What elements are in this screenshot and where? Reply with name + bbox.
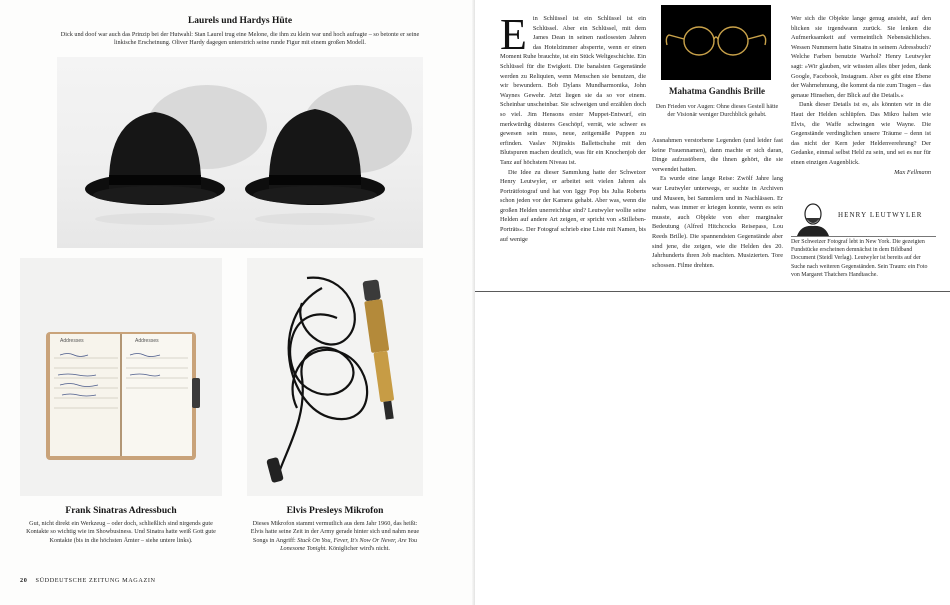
- microphone-caption-end: Königlicher wird's nicht.: [328, 544, 390, 552]
- article-column-3: [791, 14, 931, 177]
- book-header-left: Addresses: [60, 338, 84, 344]
- addressbook-title: Frank Sinatras Adressbuch: [65, 506, 177, 516]
- article-paragraph: Dank dieser Details ist es, als könnten wir in die Haut der Helden schlüpfen. Das Mikro halten wie Elvis, die Waffe schwingen wie Wayne. Die Gegenstände verdinglichen unsere Träume – denn ist das nicht der Kern jeder Heldenverehrung? Der Gedanke, einmal selbst Held zu sein, und sei es nur für einen einzigen Augenblick.: [791, 101, 931, 166]
- portrait-drawing: [793, 200, 833, 236]
- dropcap: E: [500, 10, 527, 59]
- author-portrait: [793, 200, 833, 236]
- article-column-2: [652, 136, 783, 270]
- article-paragraph: Wer sich die Objekte lange genug ansieht, auf den blicken sie irgendwann zurück. Sie lenken die Aufmerksamkeit auf vermeintlich Nebensächliches. Wessen Nummern hatte Sinatra in seinem Adressbuch? Welche Farben benutzte Warhol? Henry Leutwyler sagt: »Wir glauben, wir wüssten alles über jeden, dank Google, Facebook, Instagram. Aber es gibt eine Ebene der Wahrnehmung, die kommt da nie zum Tragen – das genaue Hinsehen, der Blick auf die Details.«: [791, 15, 931, 99]
- article-paragraph: Die Idee zu dieser Sammlung hatte der Schweizer Henry Leutwyler, er arbeitet seit vielen Jahren als Porträtfotograf und hat von Iggy Pop bis Julia Roberts schon jeden vor der Kamera gehabt. Aber was, wenn die großen Helden unerreichbar sind? Leutwyler wollte seine Helden auf andere Art zeigen, er spricht von »Stilleben-Porträts«. Der Fotograf schrieb eine Liste mit Namen, bis auf wenige: [500, 168, 646, 243]
- page-number: 20: [20, 577, 28, 584]
- glasses-image: [661, 5, 771, 80]
- microphone-title: Elvis Presleys Mikrofon: [286, 506, 384, 516]
- article-end-rule: [475, 291, 950, 292]
- page-footer: [20, 577, 156, 584]
- microphone-caption-text: Dieses Mikrofon stammt vermutlich aus dem Jahr 1960, das heißt: Elvis hatte seine Zeit in der Army gerade hinter sich und nahm neue Songs in Angriff:: [250, 520, 420, 544]
- microphone-caption: [247, 520, 423, 553]
- microphone-photo: [247, 258, 423, 496]
- bowler-hats-image: [57, 57, 423, 248]
- microphone-caption-songs: Stuck On You, Fever, It's Now Or Never, Are You Lonesome Tonight.: [280, 536, 418, 552]
- glasses-title: Mahatma Gandhis Brille: [668, 86, 765, 96]
- author-name: HENRY LEUTWYLER: [838, 211, 923, 219]
- article-column-1: [500, 10, 646, 244]
- addressbook-photo: [20, 258, 222, 496]
- hats-caption: Dick und doof war auch das Prinzip bei der Hutwahl: Stan Laurel trug eine Melone, die ihm zu klein war und hoch aufragte – so betonte er seine linkische Erscheinung. Oliver Hardy dagegen unterstrich seine runde Figur mit einem großen Modell.: [60, 31, 420, 47]
- book-header-right: Addresses: [135, 338, 159, 344]
- bio-rule: [791, 236, 936, 237]
- glasses-photo: [661, 5, 771, 80]
- addressbook-image: [20, 258, 222, 496]
- magazine-name: SÜDDEUTSCHE ZEITUNG MAGAZIN: [35, 577, 156, 584]
- article-paragraph: Es wurde eine lange Reise: Zwölf Jahre lang war Leutwyler unterwegs, er suchte in Archiven und Museen, bei Sammlern und in Nachlässen. Er nahm, was immer er kriegen konnte, wenn es sein musste, auch Objekte von eher marginaler Bedeutung (Alfred Hitchcocks Reisepass, Lou Reeds Brille). Die spannendsten Gegenstände aber sind jene, die zeigen, wie die Helden des 20. Jahrhunderts ihren Job machten. Musizierten. Tore schossen. Filme drehten.: [652, 175, 783, 269]
- article-paragraph: in Schlüssel ist ein Schlüssel ist ein Schlüssel. Aber ein Schlüssel, mit dem James Dean in seinen rastlosesten Jahren das Hotelzimmer absperrte, wenn er einen Moment Ruhe brauchte, ist ein Stück Weltgeschichte. Ein Schlüssel für die Ewigkeit. Die banalsten Gegenstände werden zu Reliquien, wenn Menschen sie benutzen, die wir bewundern. Bob Dylans Mundharmonika, John Waynes Gewehr. Jetzt liegen sie da so vor einem. Scheinbar unscheinbar. Sie schweigen und erzählen doch so viel. Jim Hensons erster Muppet-Entwurf, ein merkwürdig düsteres Geschöpf, verrät, wie schwer es gewesen sein muss, neue, zeitgemäße Puppen zu erfinden. Vaslav Nijinskis Ballettschuhe mit den Blutspuren machen deutlich, was für ein Knochenjob der Tanz auf höchstem Niveau ist.: [500, 15, 646, 166]
- microphone-image: [247, 258, 423, 496]
- addressbook-caption: Gut, nicht direkt ein Werkzeug – oder doch, schließlich sind nirgends gute Kontakte so wichtig wie im Showbusiness. Und Sinatra hatte weiß Gott gute Kontakte (bis in die höchsten Ämter – siehe untere links).: [26, 520, 216, 544]
- author-bio: Der Schweizer Fotograf lebt in New York. Die gezeigten Fundstücke erscheinen demnächst in dem Bildband Document (Steidl Verlag). Leutwyler ist bereits auf der Suche nach weiteren Gegenständen. Sein Traum: ein Foto von Margaret Thatchers Handtasche.: [791, 239, 928, 278]
- author-signoff: Max Fellmann: [894, 168, 931, 176]
- article-paragraph: Ausnahmen verstorbene Legenden (und leider fast keine Frauennamen), dann machte er sich daran, Dinge aufzustöbern, die ihnen gehört, die sie verwendet hatten.: [652, 137, 783, 173]
- glasses-caption: Den Frieden vor Augen: Ohne dieses Gestell hätte der Visionär weniger Durchblick gehabt.: [655, 104, 779, 119]
- hats-photo: [57, 57, 423, 248]
- hats-title: Laurels und Hardys Hüte: [187, 16, 293, 26]
